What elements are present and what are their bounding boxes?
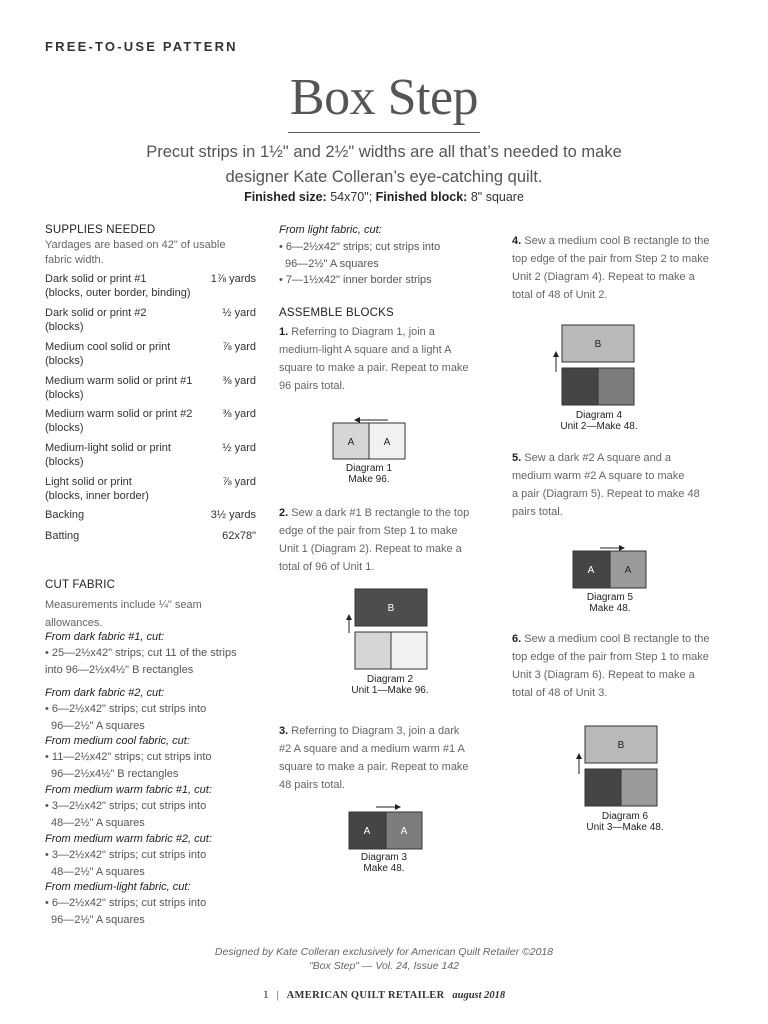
diagram-6-title: Diagram 6 [601,811,649,822]
cut-group-title: From dark fabric #1, cut: [45,631,165,643]
assemble-heading: ASSEMBLE BLOCKS [279,307,394,319]
step-2-number: 2. [279,507,289,519]
d5-a1-label: A [587,565,595,576]
supply-amount: ⅜ yard [222,408,256,420]
page-number: 1 [262,987,269,1001]
supply-amount: ½ yard [222,307,256,319]
cut-group-line: 48—2½" A squares [51,816,145,829]
arrow-right-icon [619,545,625,551]
supply-item [45,375,256,402]
supply-detail: (blocks) [45,320,84,333]
step-6 [512,630,737,702]
light-fabric-title: From light fabric, cut: [279,224,382,236]
cut-heading: CUT FABRIC [45,579,116,591]
cut-group-line: into 96—2½x4½" B rectangles [45,663,194,676]
step-5-number: 5. [512,452,522,464]
d1-a1-label: A [347,437,355,448]
step-2-line-2: edge of the pair from Step 1 to make [279,525,458,537]
step-3-line-3: square to make a pair. Repeat to make [279,761,469,773]
diagram-2 [342,587,432,673]
supply-amount: ⅞ yard [222,341,256,353]
cut-group-title: From medium warm fabric #2, cut: [45,833,212,845]
step-4-line-3: Unit 2 (Diagram 4). Repeat to make a [512,271,695,283]
cut-group-title: From dark fabric #2, cut: [45,687,165,699]
supply-name: Medium-light solid or print [45,442,171,454]
footer-credit: Designed by Kate Colleran exclusively for American Quilt Retailer ©2018 [214,946,554,958]
supply-item [45,307,256,334]
step-5-line-4: pairs total. [512,506,563,518]
step-5-line-2: medium warm #2 A square to make [512,470,685,482]
step-3-line-1: Referring to Diagram 3, join a dark [291,725,460,737]
arrowhead-left-icon [354,417,360,423]
cut-group-line: • 3—2½x42" strips; cut strips into [45,849,207,861]
step-1-line-2: medium-light A square and a light A [279,344,452,356]
supply-detail: (blocks) [45,354,84,367]
step-6-line-1: Sew a medium cool B rectangle to the [524,633,710,645]
diagram-3-count: Make 48. [363,863,405,874]
diagram-4-title: Diagram 4 [575,410,623,421]
supply-name: Dark solid or print #1 [45,273,147,285]
step-2-line-1: Sew a dark #1 B rectangle to the top [291,507,470,519]
cut-group-line: 96—2½" A squares [51,913,145,926]
supply-detail: (blocks, outer border, binding) [45,286,191,299]
cut-group [45,879,265,928]
light-line-2: 96—2½" A squares [285,257,379,270]
d2-b-label: B [387,603,395,614]
supply-amount: ½ yard [222,442,256,454]
step-6-line-3: Unit 3 (Diagram 6). Repeat to make a [512,669,695,681]
supply-item [45,530,256,544]
cut-group-line: • 3—2½x42" strips; cut strips into [45,800,207,812]
step-2-line-3: Unit 1 (Diagram 2). Repeat to make a [279,543,462,555]
square-medium-warm-2 [621,769,657,806]
step-1 [279,323,489,395]
supply-name: Dark solid or print #2 [45,307,147,319]
step-3-number: 3. [279,725,289,737]
cut-group [45,629,265,678]
supply-name: Backing [45,509,85,521]
diagram-2-caption [330,674,450,696]
square-medium-light [355,632,391,669]
supply-item [45,509,256,523]
square-dark-2 [562,368,598,405]
subtitle [84,140,684,190]
diagram-4-count: Unit 2—Make 48. [560,421,638,432]
footer-issue: "Box Step" — Vol. 24, Issue 142 [308,960,460,972]
step-4 [512,232,737,304]
supply-name: Medium warm solid or print #1 [45,375,193,387]
diagram-4-caption [539,410,659,432]
step-4-line-4: total of 48 of Unit 2. [512,289,608,301]
cut-group [45,782,265,831]
diagram-5 [570,542,650,592]
supply-item [45,408,256,435]
step-6-line-2: top edge of the pair from Step 1 to make [512,651,709,663]
supply-item [45,442,256,469]
cut-group [45,733,265,782]
step-2-line-4: total of 96 of Unit 1. [279,561,375,573]
subtitle-line-1: Precut strips in 1½" and 2½" widths are all that’s needed to make [146,143,622,161]
publication-name: AMERICAN QUILT RETAILER [286,990,445,1001]
diagram-5-caption [550,592,670,614]
diagram-6-count: Unit 3—Make 48. [586,822,664,833]
step-5 [512,449,737,521]
supply-name: Medium cool solid or print [45,341,171,353]
supply-amount: ⅞ yard [222,476,256,488]
light-line-1: • 6—2½x42" strips; cut strips into [279,241,441,253]
cut-group-line: • 25—2½x42" strips; cut 11 of the strips [45,647,237,659]
supply-item [45,341,256,368]
arrow-up-icon [553,351,559,357]
supply-item [45,476,256,503]
supply-detail: (blocks, inner border) [45,489,149,502]
diagram-1-title: Diagram 1 [345,463,393,474]
square-medium-warm-1 [598,368,634,405]
diagram-3 [346,800,426,852]
diagram-4 [549,322,639,408]
finished-sizes [0,190,768,204]
d1-a2-label: A [383,437,391,448]
supply-amount: ⅜ yard [222,375,256,387]
step-1-number: 1. [279,326,289,338]
light-fabric-lines [279,239,440,289]
cut-group-line: 48—2½" A squares [51,865,145,878]
cut-group-title: From medium cool fabric, cut: [45,735,190,747]
pattern-kicker: FREE-TO-USE PATTERN [45,39,238,54]
light-line-3: • 7—1½x42" inner border strips [279,274,432,286]
diagram-1-caption [309,463,429,485]
step-1-line-3: square to make a pair. Repeat to make [279,362,469,374]
square-dark-2 [585,769,621,806]
supply-amount: 3½ yards [210,509,256,521]
step-1-line-1: Referring to Diagram 1, join a [291,326,435,338]
diagram-6 [572,724,662,810]
diagram-2-title: Diagram 2 [366,674,414,685]
supply-detail: (blocks) [45,388,84,401]
supply-name: Batting [45,530,80,542]
cut-group-line: 96—2½" A squares [51,719,145,732]
diagram-6-caption [565,811,685,833]
finished-size-label: Finished size: [244,190,327,204]
finished-block-label: Finished block: [375,190,468,204]
step-5-line-3: a pair (Diagram 5). Repeat to make 48 [512,488,700,500]
cut-note: Measurements include ¼" seam allowances. [45,599,202,629]
cut-group-title: From medium-light fabric, cut: [45,881,191,893]
supply-detail: (blocks) [45,421,84,434]
step-6-number: 6. [512,633,522,645]
arrow-up-icon [576,753,582,759]
arrow-right-icon [395,804,401,810]
step-6-line-4: total of 48 of Unit 3. [512,687,608,699]
supply-detail: (blocks) [45,455,84,468]
arrow-up-icon [346,614,352,620]
diagram-1-count: Make 96. [348,474,390,485]
step-2 [279,504,489,576]
d4-b-label: B [594,339,602,350]
cut-group [45,831,265,880]
supply-amount: 62x78" [222,530,256,542]
d3-a2-label: A [400,826,408,837]
page-title: Box Step [289,69,479,126]
supply-name: Light solid or print [45,476,132,488]
d3-a1-label: A [363,826,371,837]
cut-group-line: 96—2½x4½" B rectangles [51,767,179,780]
diagram-1 [330,412,410,462]
diagram-5-count: Make 48. [589,603,631,614]
d6-b-label: B [617,740,625,751]
subtitle-line-2: designer Kate Colleran’s eye-catching quilt. [225,168,543,186]
d5-a2-label: A [624,565,632,576]
step-3 [279,722,489,794]
diagram-3-title: Diagram 3 [360,852,408,863]
supplies-note: Yardages are based on 42" of usable fabric width. [45,239,226,266]
finished-block-value: 8" square [470,190,524,204]
footer-separator: | [276,990,279,1001]
cut-group-title: From medium warm fabric #1, cut: [45,784,212,796]
diagram-3-caption [324,852,444,874]
step-5-line-1: Sew a dark #2 A square and a [524,452,672,464]
cut-group-line: • 6—2½x42" strips; cut strips into [45,897,207,909]
supplies-heading: SUPPLIES NEEDED [45,224,156,236]
finished-size-value: 54x70"; [330,190,373,204]
cut-group-line: • 6—2½x42" strips; cut strips into [45,703,207,715]
supply-item [45,273,256,300]
square-light [391,632,427,669]
issue-date: august 2018 [452,990,506,1001]
title-rule [288,132,480,133]
step-3-line-2: #2 A square and a medium warm #1 A [279,743,465,755]
step-4-line-2: top edge of the pair from Step 2 to make [512,253,709,265]
step-1-line-4: 96 pairs total. [279,380,346,392]
supply-name: Medium warm solid or print #2 [45,408,193,420]
cut-group-line: • 11—2½x42" strips; cut strips into [45,751,212,763]
step-4-line-1: Sew a medium cool B rectangle to the [524,235,710,247]
diagram-2-count: Unit 1—Make 96. [351,685,429,696]
supply-amount: 1⅞ yards [210,273,256,285]
page-footer [0,987,768,1002]
step-3-line-4: 48 pairs total. [279,779,346,791]
diagram-5-title: Diagram 5 [586,592,634,603]
step-4-number: 4. [512,235,522,247]
cut-group [45,685,265,734]
